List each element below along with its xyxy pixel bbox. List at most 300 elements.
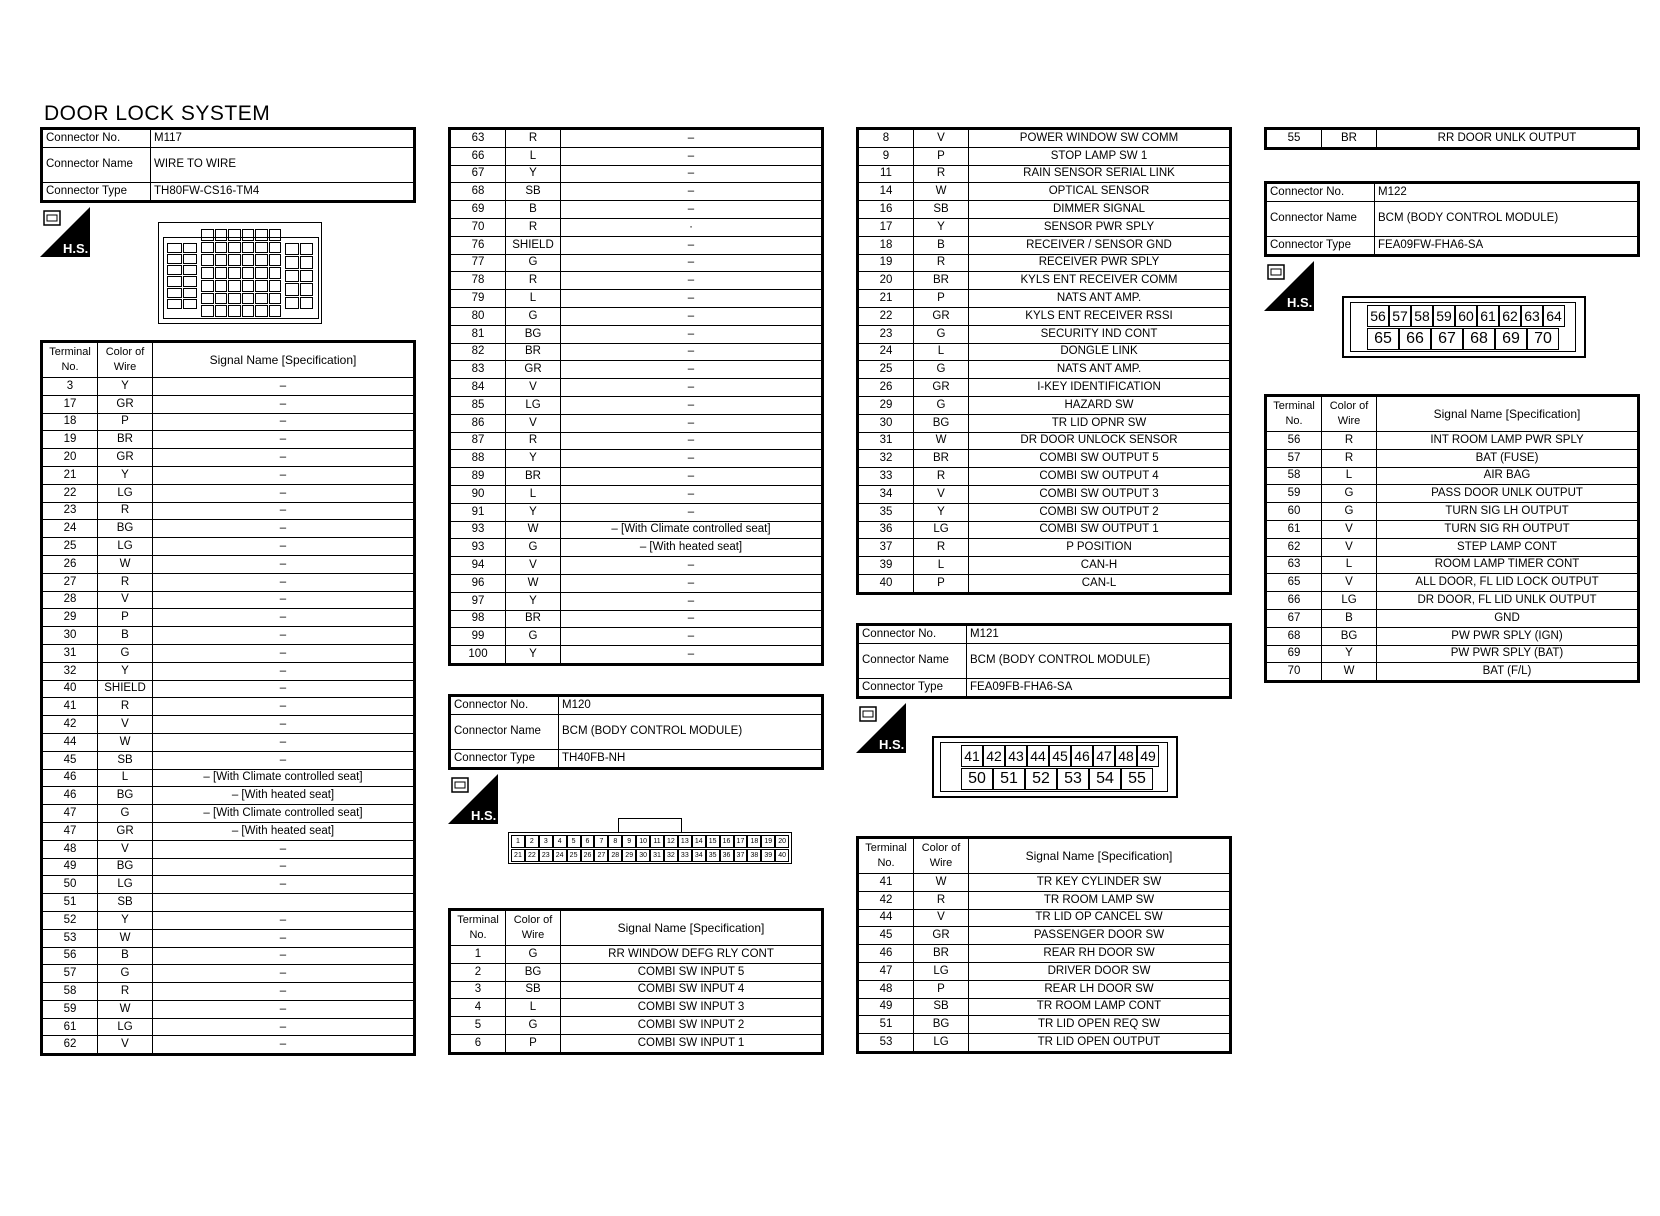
terminal-cell: 25	[42, 538, 98, 556]
terminal-cell: 63	[450, 129, 506, 148]
hs-label: H.S.	[63, 241, 89, 256]
signal-name-cell: TURN SIG LH OUTPUT	[1377, 503, 1639, 521]
table-row	[450, 1017, 823, 1035]
wire-color-cell: GR	[98, 822, 153, 840]
terminal-cell: 40	[858, 574, 914, 593]
terminal-cell: 25	[858, 361, 914, 379]
signal-name-cell: –	[561, 361, 823, 379]
connector-no-value: M122	[1375, 183, 1639, 202]
signal-name-cell: –	[153, 929, 415, 947]
signal-name-cell: RAIN SENSOR SERIAL LINK	[969, 165, 1231, 183]
wire-color-cell: V	[98, 840, 153, 858]
terminal-cell: 78	[450, 272, 506, 290]
wire-color-cell: L	[1322, 467, 1377, 485]
terminal-cell: 53	[858, 1034, 914, 1053]
signal-name-cell: –	[561, 343, 823, 361]
terminal-cell: 88	[450, 450, 506, 468]
table-row	[450, 254, 823, 272]
terminal-cell: 28	[42, 591, 98, 609]
m117-cont-pin-table	[448, 127, 824, 666]
m120-cont-pin-table	[856, 127, 1232, 595]
table-row	[858, 414, 1231, 432]
terminal-cell: 41	[858, 874, 914, 892]
wire-color-cell: GR	[914, 307, 969, 325]
m122-pin-table	[1264, 394, 1640, 683]
signal-name-cell: –	[153, 858, 415, 876]
terminal-cell: 18	[858, 236, 914, 254]
table-row	[42, 627, 415, 645]
terminal-cell: 49	[42, 858, 98, 876]
wire-color-cell: R	[914, 539, 969, 557]
signal-name-cell: PW PWR SPLY (BAT)	[1377, 645, 1639, 663]
wire-color-cell: G	[1322, 503, 1377, 521]
connector-pin: 3	[539, 835, 553, 848]
connector-pin: 29	[622, 849, 636, 862]
m121-cont-table-wrapper	[1264, 127, 1640, 150]
terminal-cell: 85	[450, 396, 506, 414]
table-row	[450, 646, 823, 665]
signal-name-cell: CAN-H	[969, 557, 1231, 575]
connector-pin: 34	[692, 849, 706, 862]
wire-color-cell: SHIELD	[506, 236, 561, 254]
connector-pin: 26	[581, 849, 595, 862]
wire-color-cell: SB	[914, 201, 969, 219]
connector-pin: 43	[1005, 745, 1027, 767]
table-row	[42, 876, 415, 894]
terminal-cell: 51	[42, 894, 98, 912]
wire-color-cell: G	[914, 325, 969, 343]
table-row	[42, 449, 415, 467]
signal-name-cell: –	[561, 325, 823, 343]
signal-name-cell: COMBI SW INPUT 2	[561, 1017, 823, 1035]
connector-pin: 41	[961, 745, 983, 767]
table-row	[450, 290, 823, 308]
connector-pin: 15	[706, 835, 720, 848]
terminal-cell: 87	[450, 432, 506, 450]
signal-name-header: Signal Name [Specification]	[969, 838, 1231, 874]
connector-pin: 55	[1121, 768, 1153, 790]
terminal-cell: 100	[450, 646, 506, 665]
terminal-cell: 57	[42, 965, 98, 983]
wire-color-cell: V	[98, 1036, 153, 1055]
signal-name-cell: –	[153, 520, 415, 538]
table-row	[450, 592, 823, 610]
table-row	[42, 431, 415, 449]
table-row	[42, 769, 415, 787]
wire-color-cell: Y	[506, 592, 561, 610]
wire-color-cell: P	[914, 574, 969, 593]
signal-name-cell: –	[153, 431, 415, 449]
table-row	[1266, 467, 1639, 485]
table-row	[858, 874, 1231, 892]
column-3-info	[856, 623, 1232, 699]
connector-type-value: TH40FB-NH	[559, 749, 823, 768]
connector-pin: 64	[1543, 305, 1565, 327]
wire-color-cell: G	[506, 539, 561, 557]
terminal-cell: 47	[42, 805, 98, 823]
harness-side-icon	[856, 703, 906, 753]
signal-name-cell: –	[153, 965, 415, 983]
connector-type-value: TH80FW-CS16-TM4	[151, 182, 415, 201]
wire-color-cell: B	[98, 947, 153, 965]
signal-name-cell: RR WINDOW DEFG RLY CONT	[561, 946, 823, 964]
terminal-cell: 44	[858, 909, 914, 927]
signal-name-cell: –	[561, 557, 823, 575]
table-row	[42, 662, 415, 680]
connector-pin: 49	[1137, 745, 1159, 767]
table-row	[858, 980, 1231, 998]
terminal-cell: 77	[450, 254, 506, 272]
table-row	[42, 911, 415, 929]
table-row	[450, 129, 823, 148]
signal-name-cell: BAT (FUSE)	[1377, 449, 1639, 467]
wire-color-cell: L	[506, 290, 561, 308]
terminal-cell: 68	[450, 183, 506, 201]
terminal-cell: 47	[42, 822, 98, 840]
wire-color-cell: BR	[98, 431, 153, 449]
terminal-cell: 99	[450, 628, 506, 646]
signal-name-cell: COMBI SW INPUT 4	[561, 981, 823, 999]
m120-cont-table-wrapper	[856, 127, 1232, 595]
wire-color-cell: W	[506, 574, 561, 592]
connector-type-value: FEA09FB-FHA6-SA	[967, 678, 1231, 697]
signal-name-cell: HAZARD SW	[969, 396, 1231, 414]
terminal-cell: 4	[450, 999, 506, 1017]
connector-pin: 4	[553, 835, 567, 848]
signal-name-cell: –	[153, 644, 415, 662]
terminal-cell: 80	[450, 307, 506, 325]
wire-color-cell: G	[506, 307, 561, 325]
signal-name-header: Signal Name [Specification]	[1377, 396, 1639, 432]
table-row	[1266, 627, 1639, 645]
signal-name-cell: –	[561, 503, 823, 521]
wire-color-cell: G	[506, 628, 561, 646]
wire-color-cell: BG	[1322, 627, 1377, 645]
terminal-cell: 18	[42, 413, 98, 431]
wire-color-cell: R	[98, 983, 153, 1001]
signal-name-cell: P POSITION	[969, 539, 1231, 557]
wire-color-cell: G	[506, 254, 561, 272]
wire-color-cell: W	[914, 183, 969, 201]
connector-pin: 68	[1463, 328, 1495, 350]
terminal-cell: 34	[858, 485, 914, 503]
wire-color-cell: W	[98, 555, 153, 573]
table-row	[42, 1036, 415, 1055]
signal-name-cell: TR LID OPEN OUTPUT	[969, 1034, 1231, 1053]
wire-color-cell: V	[98, 591, 153, 609]
table-row	[858, 290, 1231, 308]
table-row	[858, 962, 1231, 980]
terminal-cell: 46	[42, 769, 98, 787]
signal-name-cell: –	[153, 733, 415, 751]
signal-name-cell: –	[561, 201, 823, 219]
signal-name-cell: DIMMER SIGNAL	[969, 201, 1231, 219]
terminal-cell: 63	[1266, 556, 1322, 574]
signal-name-cell: – [With heated seat]	[561, 539, 823, 557]
terminal-cell: 16	[858, 201, 914, 219]
table-row	[42, 573, 415, 591]
table-row	[450, 165, 823, 183]
terminal-cell: 50	[42, 876, 98, 894]
table-row	[858, 218, 1231, 236]
signal-name-cell: RECEIVER PWR SPLY	[969, 254, 1231, 272]
terminal-cell: 70	[450, 218, 506, 236]
wire-color-cell: W	[914, 432, 969, 450]
connector-type-label: Connector Type	[450, 749, 559, 768]
table-row	[42, 983, 415, 1001]
harness-side-icon	[1264, 261, 1314, 311]
connector-pin: 48	[1115, 745, 1137, 767]
terminal-cell: 76	[450, 236, 506, 254]
wire-color-cell: V	[1322, 538, 1377, 556]
signal-name-cell: STOP LAMP SW 1	[969, 147, 1231, 165]
terminal-no-header: Terminal No.	[1266, 396, 1322, 432]
table-row	[42, 484, 415, 502]
terminal-cell: 17	[858, 218, 914, 236]
table-row	[450, 379, 823, 397]
column-1	[40, 127, 416, 203]
terminal-cell: 40	[42, 680, 98, 698]
connector-no-label: Connector No.	[1266, 183, 1375, 202]
terminal-cell: 66	[450, 147, 506, 165]
wire-color-cell: SB	[914, 998, 969, 1016]
connector-pin: 24	[553, 849, 567, 862]
signal-name-cell: –	[561, 147, 823, 165]
table-row	[42, 680, 415, 698]
connector-no-value: M117	[151, 129, 415, 148]
terminal-cell: 30	[858, 414, 914, 432]
wire-color-cell: BR	[1322, 129, 1377, 149]
signal-name-cell: – [With Climate controlled seat]	[561, 521, 823, 539]
table-row	[1266, 556, 1639, 574]
wire-color-cell: Y	[914, 218, 969, 236]
wire-color-cell: V	[506, 414, 561, 432]
wire-color-cell: SHIELD	[98, 680, 153, 698]
connector-pin: 17	[734, 835, 748, 848]
table-row	[1266, 129, 1639, 149]
signal-name-cell: –	[561, 414, 823, 432]
signal-name-cell: –	[153, 662, 415, 680]
table-row	[450, 236, 823, 254]
connector-pin: 13	[678, 835, 692, 848]
connector-pin: 66	[1399, 328, 1431, 350]
table-row	[858, 927, 1231, 945]
terminal-cell: 79	[450, 290, 506, 308]
wire-color-cell: G	[98, 965, 153, 983]
signal-name-cell: –	[561, 272, 823, 290]
connector-pin: 69	[1495, 328, 1527, 350]
table-row	[42, 466, 415, 484]
table-row	[858, 165, 1231, 183]
table-row	[42, 591, 415, 609]
connector-pin: 63	[1521, 305, 1543, 327]
wire-color-cell: W	[98, 1000, 153, 1018]
wire-color-cell: Y	[506, 503, 561, 521]
wire-color-cell: GR	[98, 395, 153, 413]
wire-color-cell: BG	[98, 520, 153, 538]
signal-name-cell: POWER WINDOW SW COMM	[969, 129, 1231, 148]
harness-side-icon	[448, 774, 498, 824]
terminal-cell: 2	[450, 963, 506, 981]
connector-pin: 12	[664, 835, 678, 848]
connector-pin: 35	[706, 849, 720, 862]
signal-name-cell: –	[153, 1000, 415, 1018]
m117-connector-diagram	[158, 222, 322, 324]
wire-color-cell: R	[98, 573, 153, 591]
terminal-no-header: Terminal No.	[450, 910, 506, 946]
wire-color-cell: Y	[914, 503, 969, 521]
wire-color-cell: BR	[914, 945, 969, 963]
wire-color-cell: Y	[506, 646, 561, 665]
table-row	[42, 395, 415, 413]
connector-pin: 19	[761, 835, 775, 848]
wire-color-cell: L	[914, 343, 969, 361]
connector-pin: 21	[511, 849, 525, 862]
wire-color-cell: LG	[506, 396, 561, 414]
terminal-cell: 91	[450, 503, 506, 521]
wire-color-cell: L	[914, 557, 969, 575]
terminal-cell: 53	[42, 929, 98, 947]
signal-name-cell: DR DOOR UNLOCK SENSOR	[969, 432, 1231, 450]
connector-pin: 30	[636, 849, 650, 862]
connector-pin: 52	[1025, 768, 1057, 790]
page-title: DOOR LOCK SYSTEM	[44, 102, 271, 125]
signal-name-cell: – [With heated seat]	[153, 822, 415, 840]
wire-color-cell: BR	[506, 610, 561, 628]
m117-cont-table-wrapper	[448, 127, 824, 666]
table-row	[450, 999, 823, 1017]
signal-name-cell: PASS DOOR UNLK OUTPUT	[1377, 485, 1639, 503]
signal-name-cell: ROOM LAMP TIMER CONT	[1377, 556, 1639, 574]
signal-name-cell: –	[561, 183, 823, 201]
connector-pin: 58	[1411, 305, 1433, 327]
terminal-cell: 81	[450, 325, 506, 343]
table-row	[450, 432, 823, 450]
terminal-cell: 3	[42, 378, 98, 396]
signal-name-cell: –	[153, 449, 415, 467]
terminal-cell: 3	[450, 981, 506, 999]
m122-info-table	[1264, 181, 1640, 257]
signal-name-cell: –	[561, 129, 823, 148]
table-row	[42, 965, 415, 983]
table-row	[450, 521, 823, 539]
terminal-cell: 48	[42, 840, 98, 858]
terminal-cell: 29	[858, 396, 914, 414]
wire-color-cell: LG	[914, 962, 969, 980]
terminal-cell: 14	[858, 183, 914, 201]
wire-color-cell: LG	[914, 1034, 969, 1053]
connector-pin: 1	[511, 835, 525, 848]
connector-pin: 10	[636, 835, 650, 848]
connector-name-value: BCM (BODY CONTROL MODULE)	[1375, 201, 1639, 236]
signal-name-cell: AIR BAG	[1377, 467, 1639, 485]
terminal-cell: 21	[42, 466, 98, 484]
terminal-cell: 89	[450, 468, 506, 486]
signal-name-cell: I-KEY IDENTIFICATION	[969, 379, 1231, 397]
signal-name-cell: –	[153, 502, 415, 520]
signal-name-cell: RR DOOR UNLK OUTPUT	[1377, 129, 1639, 149]
wire-color-cell: B	[506, 201, 561, 219]
connector-pin: 11	[650, 835, 664, 848]
terminal-cell: 5	[450, 1017, 506, 1035]
wire-color-cell: B	[1322, 609, 1377, 627]
terminal-cell: 55	[1266, 129, 1322, 149]
signal-name-cell: –	[153, 378, 415, 396]
terminal-cell: 57	[1266, 449, 1322, 467]
signal-name-cell: TR LID OPEN REQ SW	[969, 1016, 1231, 1034]
wire-color-cell: Y	[98, 378, 153, 396]
table-row	[858, 503, 1231, 521]
connector-pin: 2	[525, 835, 539, 848]
signal-name-cell: –	[153, 609, 415, 627]
terminal-cell: 90	[450, 485, 506, 503]
signal-name-cell: –	[153, 591, 415, 609]
wire-color-cell: W	[1322, 663, 1377, 682]
signal-name-cell: CAN-L	[969, 574, 1231, 593]
terminal-cell: 97	[450, 592, 506, 610]
connector-pin: 31	[650, 849, 664, 862]
wire-color-cell: P	[914, 980, 969, 998]
terminal-cell: 86	[450, 414, 506, 432]
terminal-cell: 24	[42, 520, 98, 538]
terminal-cell: 32	[858, 450, 914, 468]
signal-name-cell: KYLS ENT RECEIVER RSSI	[969, 307, 1231, 325]
signal-name-cell: –	[153, 538, 415, 556]
table-row	[450, 201, 823, 219]
terminal-no-header: Terminal No.	[858, 838, 914, 874]
table-row	[1266, 520, 1639, 538]
wire-color-cell: LG	[98, 1018, 153, 1036]
signal-name-cell: TR LID OP CANCEL SW	[969, 909, 1231, 927]
wire-color-cell: R	[506, 129, 561, 148]
terminal-cell: 51	[858, 1016, 914, 1034]
connector-pin: 46	[1071, 745, 1093, 767]
table-row	[42, 413, 415, 431]
terminal-cell: 26	[858, 379, 914, 397]
signal-name-cell: –	[153, 627, 415, 645]
connector-pin: 62	[1499, 305, 1521, 327]
signal-name-cell: DONGLE LINK	[969, 343, 1231, 361]
wire-color-cell: R	[506, 432, 561, 450]
wire-color-cell: V	[914, 129, 969, 148]
harness-side-icon	[40, 207, 90, 257]
terminal-cell: 6	[450, 1034, 506, 1053]
table-row	[858, 129, 1231, 148]
color-of-wire-header: Color of Wire	[1322, 396, 1377, 432]
table-row	[858, 147, 1231, 165]
connector-pin: 18	[747, 835, 761, 848]
signal-name-cell: – [With Climate controlled seat]	[153, 769, 415, 787]
signal-name-cell: –	[561, 290, 823, 308]
table-row	[858, 450, 1231, 468]
connector-pin: 40	[775, 849, 789, 862]
table-row	[42, 858, 415, 876]
signal-name-cell: ALL DOOR, FL LID LOCK OUTPUT	[1377, 574, 1639, 592]
signal-name-cell: –	[561, 254, 823, 272]
wire-color-cell: R	[98, 698, 153, 716]
table-row	[42, 751, 415, 769]
table-row	[42, 716, 415, 734]
signal-name-cell: COMBI SW OUTPUT 3	[969, 485, 1231, 503]
signal-name-cell: COMBI SW OUTPUT 4	[969, 468, 1231, 486]
wire-color-cell: V	[1322, 574, 1377, 592]
terminal-cell: 23	[42, 502, 98, 520]
table-row	[42, 929, 415, 947]
terminal-cell: 42	[858, 891, 914, 909]
signal-name-header: Signal Name [Specification]	[561, 910, 823, 946]
signal-name-cell: DRIVER DOOR SW	[969, 962, 1231, 980]
wire-color-cell: GR	[506, 361, 561, 379]
